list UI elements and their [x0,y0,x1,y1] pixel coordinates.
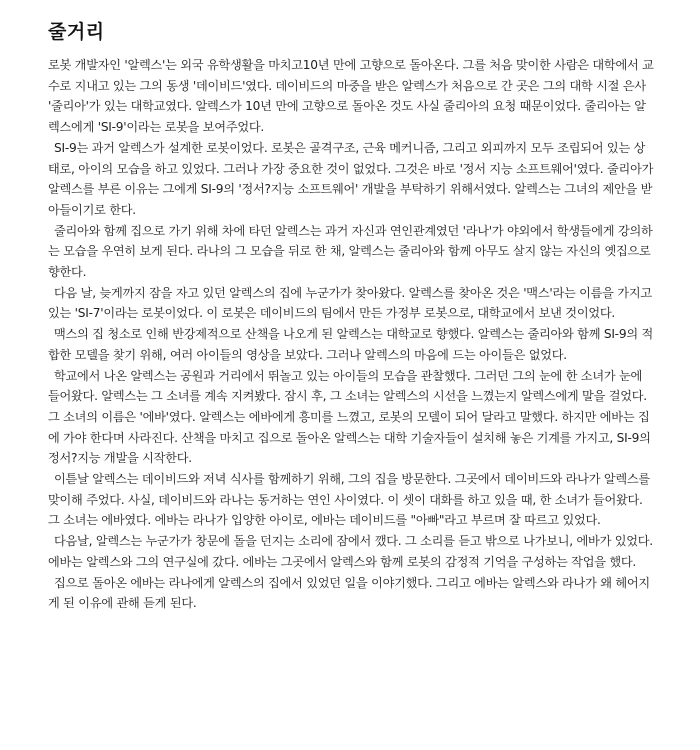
paragraph-3: 줄리아와 함께 집으로 가기 위해 차에 타던 알렉스는 과거 자신과 연인관계였던 '라나'가 야외에서 학생들에게 강의하는 모습을 우연히 보게 된다. 라나의 그 모습을 뒤로 한 채, 알렉스는 줄리아와 함께 아무도 살지 않는 자신의 옛집으로 향한다. [48,223,653,280]
paragraph-8: 다음날, 알렉스는 누군가가 창문에 돌을 던지는 소리에 잠에서 깼다. 그 소리를 듣고 밖으로 나가보니, 에바가 있었다. 에바는 알렉스와 그의 연구실에 갔다. 에바는 그곳에서 알렉스와 함께 로봇의 감정적 기억을 구성하는 작업을 했다. [48,534,653,569]
paragraph-7: 이튿날 알렉스는 데이비드와 저녁 식사를 함께하기 위해, 그의 집을 방문한다. 그곳에서 데이비드와 라나가 알렉스를 맞이해 주었다. 사실, 데이비드와 라나는 동거하는 연인 사이였다. 이 셋이 대화를 하고 있을 때, 한 소녀가 들어왔다. 그 소녀는 에바였다. 에바는 라나가 입양한 아이로, 에바는 데이비드를 "아빠"라고 부르며 잘 따르고 있었다. [48,472,650,528]
paragraph-1: 로봇 개발자인 '알렉스'는 외국 유학생활을 마치고10년 만에 고향으로 돌아온다. 그를 처음 맞이한 사람은 대학에서 교수로 지내고 있는 그의 동생 '데이비드'였다. 데이비드의 마중을 받은 알렉스가 처음으로 간 곳은 그의 대학 시절 은사 '줄리아'가 있는 대학교였다. 알렉스가 10년 만에 고향으로 돌아온 것도 사실 줄리아의 요청 때문이었다. 줄리아는 알렉스에게 'SI-9'이라는 로봇을 보여주었다. [48,58,654,135]
paragraph-6: 학교에서 나온 알렉스는 공원과 거리에서 뛰놀고 있는 아이들의 모습을 관찰했다. 그러던 그의 눈에 한 소녀가 눈에 들어왔다. 알렉스는 그 소녀를 계속 지켜봤다. 잠시 후, 그 소녀는 알렉스의 시선을 느꼈는지 알렉스에게 말을 걸었다. 그 소녀의 이름은 '에바'였다. 알렉스는 에바에게 흥미를 느꼈고, 로봇의 모델이 되어 달라고 말했다. 하지만 에바는 집에 가야 한다며 사라진다. 산책을 마치고 집으로 돌아온 알렉스는 대학 기술자들이 설치해 놓은 기계를 가지고, SI-9의 정서?지능 개발을 시작한다. [48,368,651,466]
paragraph-9: 집으로 돌아온 에바는 라나에게 알렉스의 집에서 있었던 일을 이야기했다. 그리고 에바는 알렉스와 라나가 왜 헤어지게 된 이유에 관해 듣게 된다. [48,575,650,611]
paragraph-5: 맥스의 집 청소로 인해 반강제적으로 산책을 나오게 된 알렉스는 대학교로 향했다. 알렉스는 줄리아와 함께 SI-9의 적합한 모델을 찾기 위해, 여러 아이들의 영상을 보았다. 그러나 알렉스의 마음에 드는 아이들은 없었다. [48,327,654,362]
paragraph-4: 다음 날, 늦게까지 잠을 자고 있던 알렉스의 집에 누군가가 찾아왔다. 알렉스를 찾아온 것은 '맥스'라는 이름을 가지고 있는 'SI-7'이라는 로봇이었다. 이 로봇은 데이비드의 팀에서 만든 가정부 로봇으로, 대학교에서 보낸 것이었다. [48,285,652,321]
article [48,14,656,614]
article-title: 줄거리 [48,21,105,43]
paragraph-2: SI-9는 과거 알렉스가 설계한 로봇이었다. 로봇은 골격구조, 근육 메커니즘, 그리고 외피까지 모두 조립되어 있는 상태로, 아이의 모습을 하고 있었다. 그러나 가장 중요한 것이 없었다. 그것은 바로 '정서 지능 소프트웨어'였다. 줄리아가 알렉스를 부른 이유는 그에게 SI-9의 '정서?지능 소프트웨어' 개발을 부탁하기 위해서였다. 알렉스는 그녀의 제안을 받아들이기로 한다. [48,140,654,217]
